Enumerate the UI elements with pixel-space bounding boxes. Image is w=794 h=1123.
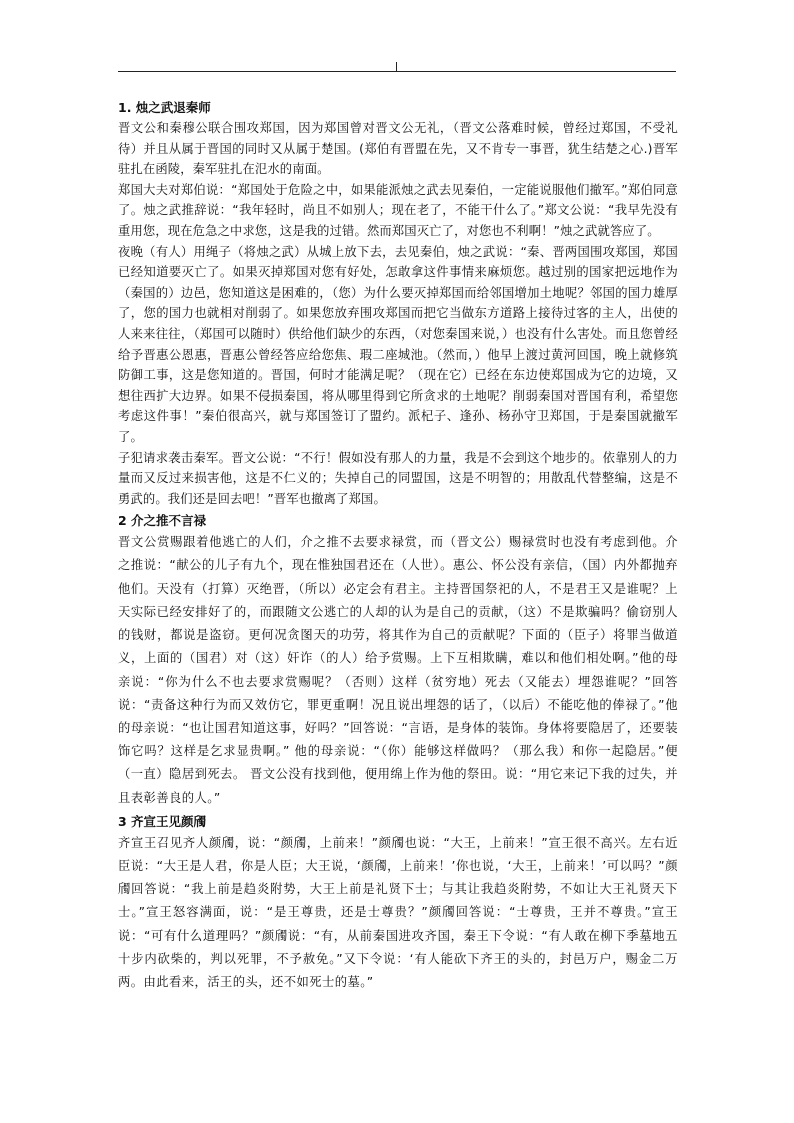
paragraph: 夜晚（有人）用绳子（将烛之武）从城上放下去，去见秦伯，烛之武说：“秦、晋两国围攻郑国，郑国已经知道要灭亡了。如果灭掉郑国对您有好处，怎敢拿这件事情来麻烦您。越过别的国家把远地作为（秦国的）边邑，您知道这是困难的，（您）为什么要灭掉郑国而给邻国增加土地呢？邻国的国力雄厚了，您的国力也就相对削弱了。如果您放弃围攻郑国而把它当做东方道路上接待过客的主人，出使的人来来往往，（郑国可以随时）供给他们缺少的东西，（对您秦国来说，）也没有什么害处。而且您曾经给予晋惠公恩惠，晋惠公曾经答应给您焦、瑕二座城池。（然而，）他早上渡过黄河回国，晚上就修筑防御工事，这是您知道的。晋国，何时才能满足呢？（现在它）已经在东边使郑国成为它的边境，又想往西扩大边界。如果不侵损秦国，将从哪里得到它所贪求的土地呢？削弱秦国对晋国有利，希望您考虑这件事！”秦伯很高兴，就与郑国签订了盟约。派杞子、逢孙、杨孙守卫郑国，于是秦国就撤军了。 xyxy=(118,244,678,444)
paragraph: 晋文公和秦穆公联合围攻郑国，因为郑国曾对晋文公无礼，（晋文公落难时候，曾经过郑国，不受礼待）并且从属于晋国的同时又从属于楚国。(郑伯有晋盟在先，又不肯专一事晋，犹生结楚之心.)晋军驻扎在函陵，秦军驻扎在氾水的南面。 xyxy=(118,121,678,177)
section-2 xyxy=(118,511,678,809)
section-title: 2 介之推不言禄 xyxy=(118,513,207,529)
header-cursor-mark xyxy=(396,62,397,71)
document-body xyxy=(118,98,678,994)
paragraph: 郑国大夫对郑伯说：“郑国处于危险之中，如果能派烛之武去见秦伯，一定能说服他们撤军。”郑伯同意了。烛之武推辞说：“我年轻时，尚且不如别人；现在老了，不能干什么了。”郑文公说：“我早先没有重用您，现在危急之中求您，这是我的过错。然而郑国灭亡了，对您也不利啊！”烛之武就答应了。 xyxy=(118,182,678,238)
paragraph: 子犯请求袭击秦军。晋文公说：“不行！假如没有那人的力量，我是不会到这个地步的。依靠别人的力量而又反过来损害他，这是不仁义的；失掉自己的同盟国，这是不明智的；用散乱代替整编，这是不勇武的。我们还是回去吧！”晋军也撤离了郑国。 xyxy=(118,450,678,506)
section-3 xyxy=(118,812,678,994)
paragraph: 晋文公赏赐跟着他逃亡的人们，介之推不去要求禄赏，而（晋文公）赐禄赏时也没有考虑到他。介之推说：“献公的儿子有九个，现在惟独国君还在（人世）。惠公、怀公没有亲信，（国）内外都抛弃他们。天没有（打算）灭绝晋，（所以）必定会有君主。主持晋国祭祀的人，不是君王又是谁呢？上天实际已经安排好了的，而跟随文公逃亡的人却的认为是自己的贡献，（这）不是欺骗吗？偷窃别人的钱财，都说是盗窃。更何况贪图天的功劳，将其作为自己的贡献呢？下面的（臣子）将罪当做道义，上面的（国君）对（这）奸诈（的人）给予赏赐。上下互相欺瞒，难以和他们相处啊。”他的母亲说：“你为什么不也去要求赏赐呢？（否则）这样（贫穷地）死去（又能去）埋怨谁呢？”回答说：“责备这种行为而又效仿它，罪更重啊！况且说出埋怨的话了，（以后）不能吃他的俸禄了。”他的母亲说：“也让国君知道这事，好吗？”回答说：“言语，是身体的装饰。身体将要隐居了，还要装饰它吗？这样是乞求显贵啊。” 他的母亲说：“（你）能够这样做吗？（那么我）和你一起隐居。”便（一直）隐居到死去。 晋文公没有找到他，便用绵上作为他的祭田。说：“用它来记下我的过失，并且表彰善良的人。” xyxy=(118,535,679,805)
section-1 xyxy=(118,98,678,509)
section-title: 1. 烛之武退秦师 xyxy=(118,100,211,115)
section-title: 3 齐宣王见颜斶 xyxy=(118,813,207,829)
paragraph: 齐宣王召见齐人颜斶，说：“颜斶，上前来！”颜斶也说：“大王，上前来！”宣王很不高兴。左右近臣说：“大王是人君，你是人臣；大王说，‘颜斶，上前来！’你也说，‘大王，上前来！’可以吗？”颜斶回答说：“我上前是趋炎附势，大王上前是礼贤下士；与其让我趋炎附势，不如让大王礼贤天下士。”宣王怒容满面，说：“是王尊贵，还是士尊贵？”颜斶回答说：“士尊贵，王并不尊贵。”宣王说：“可有什么道理吗？”颜斶说：“有，从前秦国进攻齐国，秦王下令说：“有人敢在柳下季墓地五十步内砍柴的，判以死罪，不予赦免。”又下令说：‘有人能砍下齐王的头的，封邑万户，赐金二万两。由此看来，活王的头，还不如死士的墓。” xyxy=(118,835,678,989)
header-rule xyxy=(118,71,676,72)
